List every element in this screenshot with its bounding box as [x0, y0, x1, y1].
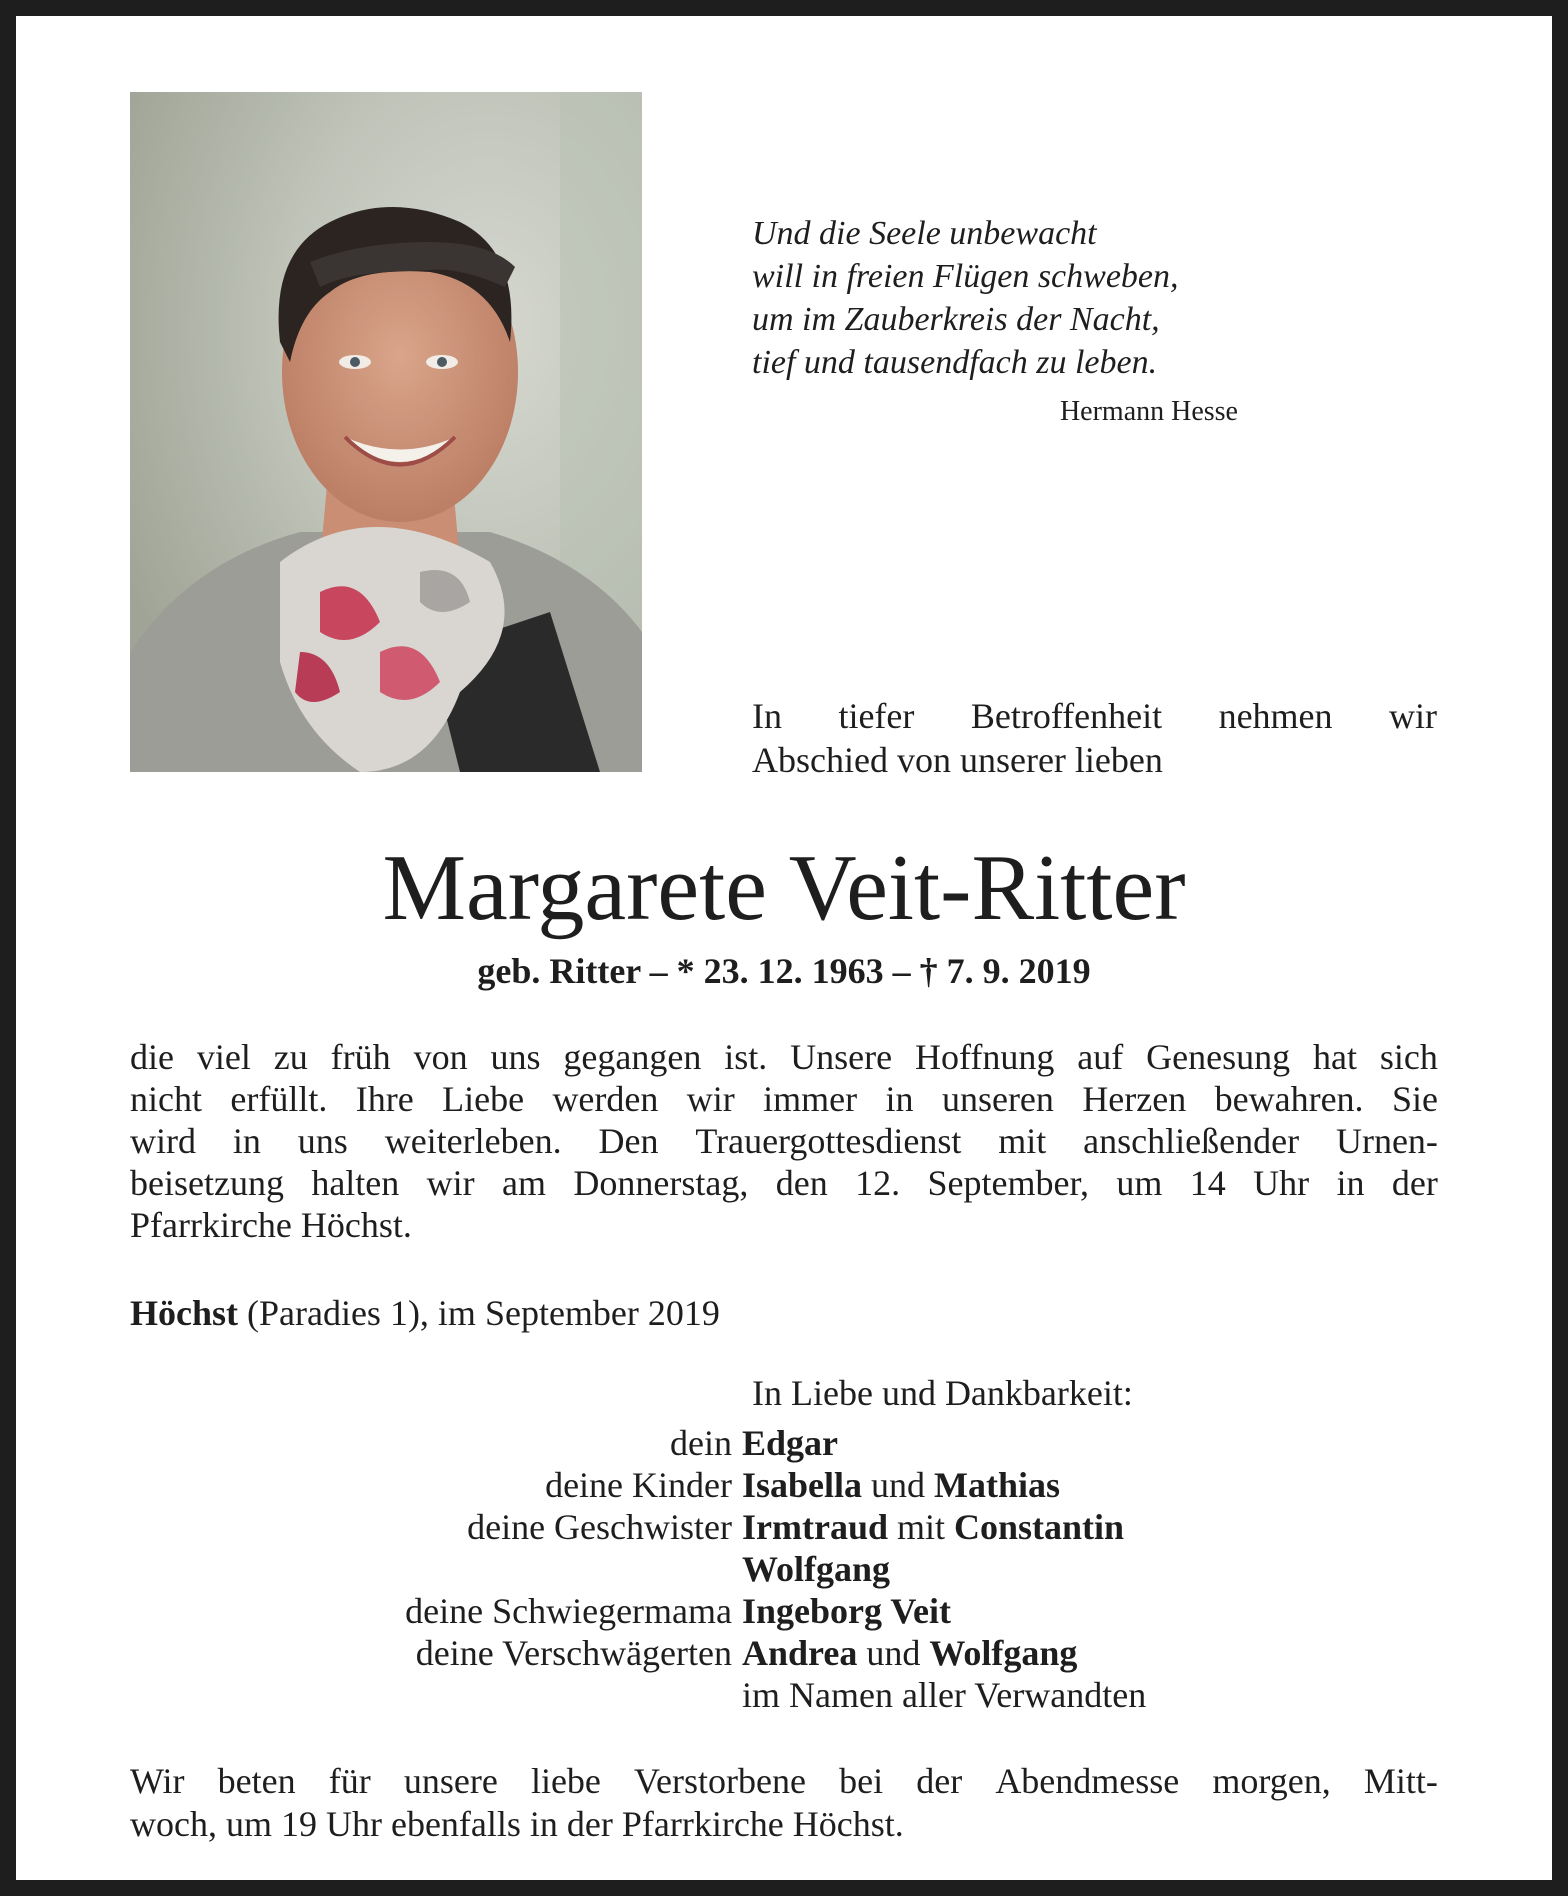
word: Trauergottesdienst	[695, 1121, 962, 1161]
closing-text	[130, 1760, 1438, 1846]
word: Herzen	[1082, 1079, 1187, 1119]
place-town: Höchst	[130, 1293, 238, 1333]
word: September,	[927, 1163, 1089, 1203]
relation-label: deine Schwiegermama	[405, 1591, 732, 1631]
word: anschließender	[1083, 1121, 1300, 1161]
family-list	[130, 1422, 1438, 1716]
relation-label	[130, 1548, 742, 1590]
word: Abendmesse	[995, 1761, 1180, 1801]
intro-text	[752, 694, 1437, 782]
word: Urnen-	[1335, 1121, 1438, 1161]
word: bei	[839, 1761, 884, 1801]
word: wir	[426, 1163, 475, 1203]
text-line	[130, 1078, 1438, 1120]
word: halten	[311, 1163, 400, 1203]
word: beten	[217, 1761, 296, 1801]
word: Uhr	[1253, 1163, 1310, 1203]
connector-text: und	[862, 1465, 935, 1505]
word: für	[328, 1761, 371, 1801]
word: Genesung	[1146, 1037, 1291, 1077]
text-line	[130, 1803, 1438, 1846]
word: unsere	[403, 1761, 498, 1801]
word: morgen,	[1212, 1761, 1331, 1801]
word: uns	[490, 1037, 541, 1077]
word: gegangen	[563, 1037, 702, 1077]
intro-line-2: Abschied von unserer lieben	[752, 740, 1163, 780]
intro-word: wir	[1389, 696, 1437, 736]
line-text: Pfarrkirche Höchst.	[130, 1205, 412, 1245]
line-text: woch, um 19 Uhr ebenfalls in der Pfarrkirche Höchst.	[130, 1804, 904, 1844]
intro-word: tiefer	[838, 696, 915, 736]
poem-author: Hermann Hesse	[1059, 396, 1238, 427]
relation-label: dein	[670, 1423, 732, 1463]
relative-names	[742, 1422, 838, 1464]
word: der	[916, 1761, 963, 1801]
word: uns	[297, 1121, 348, 1161]
family-row	[130, 1506, 1438, 1548]
relative-names	[742, 1548, 890, 1590]
text-line	[130, 1120, 1438, 1162]
portrait-photo	[130, 92, 642, 772]
word: Den	[598, 1121, 659, 1161]
text-line	[130, 1204, 1438, 1246]
relative-name: Mathias	[934, 1465, 1061, 1505]
intro-word: nehmen	[1218, 696, 1333, 736]
relative-names	[742, 1464, 1060, 1506]
word: Donnerstag,	[573, 1163, 749, 1203]
word: 12.	[855, 1163, 901, 1203]
word: hat	[1313, 1037, 1357, 1077]
word: auf	[1077, 1037, 1124, 1077]
relative-name: Edgar	[742, 1423, 839, 1463]
place-rest: (Paradies 1), im September 2019	[238, 1293, 720, 1333]
family-row	[130, 1674, 1438, 1716]
word: Hoffnung	[915, 1037, 1055, 1077]
word: erfüllt.	[230, 1079, 328, 1119]
intro-word: Betroffenheit	[970, 696, 1163, 736]
relative-name: Isabella	[742, 1465, 863, 1505]
word: unseren	[941, 1079, 1054, 1119]
word: viel	[196, 1037, 251, 1077]
family-row	[130, 1464, 1438, 1506]
relative-names	[742, 1506, 1124, 1548]
thanks-heading: In Liebe und Dankbarkeit:	[752, 1373, 1133, 1413]
word: Mitt-	[1363, 1761, 1438, 1801]
word: werden	[552, 1079, 659, 1119]
relative-name: Constantin	[954, 1507, 1125, 1547]
word: 14	[1189, 1163, 1226, 1203]
word: in	[232, 1121, 261, 1161]
word: wir	[686, 1079, 735, 1119]
word: Ihre	[355, 1079, 414, 1119]
poem-line: um im Zauberkreis der Nacht,	[752, 301, 1160, 338]
word: der	[1391, 1163, 1438, 1203]
relation-label	[130, 1674, 742, 1716]
word: Sie	[1391, 1079, 1438, 1119]
intro-word: In	[752, 696, 782, 736]
relative-names	[742, 1674, 1146, 1716]
relative-names	[742, 1590, 951, 1632]
relative-name: Irmtraud	[742, 1507, 888, 1547]
relative-name: Wolfgang	[929, 1633, 1078, 1673]
word: weiterleben.	[384, 1121, 562, 1161]
word: in	[1336, 1163, 1365, 1203]
word: sich	[1379, 1037, 1438, 1077]
intro-line-1	[752, 694, 1437, 738]
word: liebe	[530, 1761, 601, 1801]
word: bewahren.	[1214, 1079, 1364, 1119]
word: ist.	[724, 1037, 768, 1077]
place-date	[130, 1292, 720, 1334]
connector-text: im Namen aller Verwandten	[742, 1675, 1147, 1715]
poem-line: will in freien Flügen schweben,	[752, 258, 1179, 295]
word: Verstorbene	[634, 1761, 806, 1801]
text-line	[130, 1162, 1438, 1204]
word: den	[775, 1163, 828, 1203]
poem-line: Und die Seele unbewacht	[752, 215, 1097, 252]
connector-text: mit	[888, 1507, 955, 1547]
text-line	[130, 1036, 1438, 1078]
word: Liebe	[442, 1079, 525, 1119]
family-row	[130, 1548, 1438, 1590]
deceased-name: Margarete Veit-Ritter	[382, 836, 1186, 940]
word: immer	[763, 1079, 858, 1119]
relation-label: deine Geschwister	[467, 1507, 732, 1547]
announcement-text	[130, 1036, 1438, 1246]
connector-text: und	[857, 1633, 930, 1673]
relation-label: deine Verschwägerten	[415, 1633, 732, 1673]
birth-death-info: geb. Ritter – * 23. 12. 1963 – † 7. 9. 2019	[477, 951, 1091, 991]
word: mit	[998, 1121, 1047, 1161]
word: in	[885, 1079, 914, 1119]
word: von	[413, 1037, 468, 1077]
relative-names	[742, 1632, 1077, 1674]
relative-name: Wolfgang	[742, 1549, 891, 1589]
word: zu	[273, 1037, 308, 1077]
word: beisetzung	[130, 1163, 284, 1203]
word: wird	[130, 1121, 196, 1161]
family-row	[130, 1632, 1438, 1674]
word: früh	[330, 1037, 391, 1077]
family-row	[130, 1590, 1438, 1632]
text-line	[130, 1760, 1438, 1803]
word: Unsere	[790, 1037, 893, 1077]
relative-name: Andrea	[742, 1633, 858, 1673]
poem-line: tief und tausendfach zu leben.	[752, 344, 1158, 381]
poem-quote	[752, 212, 1312, 384]
word: die	[130, 1037, 174, 1077]
family-row	[130, 1422, 1438, 1464]
word: um	[1116, 1163, 1163, 1203]
word: nicht	[130, 1079, 202, 1119]
word: am	[502, 1163, 547, 1203]
word: Wir	[130, 1761, 185, 1801]
relative-name: Ingeborg Veit	[742, 1591, 952, 1631]
relation-label: deine Kinder	[545, 1465, 732, 1505]
